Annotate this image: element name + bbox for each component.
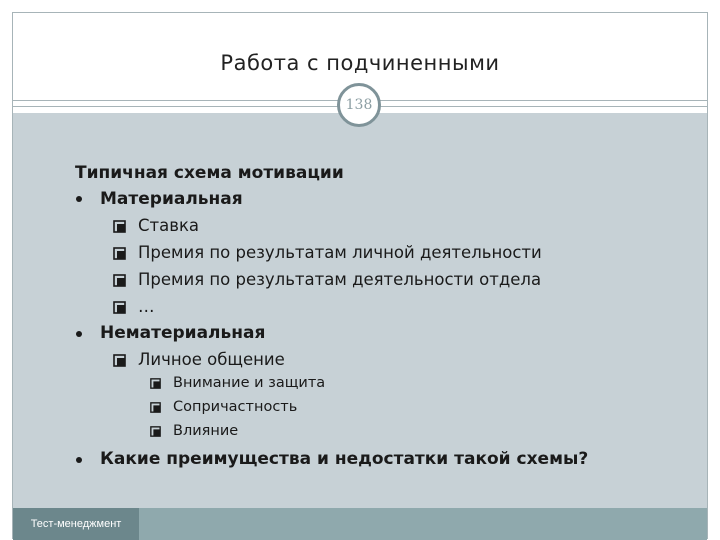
material-item-2: Премия по результатам личной деятельности — [138, 243, 542, 262]
checkbox-bullet-icon — [113, 354, 126, 367]
checkbox-bullet-icon — [150, 378, 161, 389]
checkbox-bullet-icon — [113, 247, 126, 260]
footer-label: Тест-менеджмент — [13, 508, 139, 540]
bullet-icon — [76, 457, 82, 463]
material-label: Материальная — [100, 189, 243, 209]
checkbox-bullet-icon — [150, 402, 161, 413]
question-text: Какие преимущества и недостатки такой схемы? — [100, 449, 589, 469]
content-heading: Типичная схема мотивации — [75, 163, 344, 183]
checkbox-bullet-icon — [113, 220, 126, 233]
nonmaterial-sub-item-3: Влияние — [173, 423, 239, 439]
bullet-icon — [76, 196, 82, 202]
slide-title: Работа с подчиненными — [220, 51, 500, 75]
slide — [12, 12, 708, 539]
page-number-badge — [337, 83, 381, 127]
checkbox-bullet-icon — [113, 301, 126, 314]
material-item-4: … — [138, 297, 155, 316]
checkbox-bullet-icon — [113, 274, 126, 287]
nonmaterial-sub-item-1: Внимание и защита — [173, 375, 326, 391]
nonmaterial-sub-item-2: Сопричастность — [173, 399, 298, 415]
slide-footer — [13, 508, 707, 540]
material-item-3: Премия по результатам деятельности отдела — [138, 270, 542, 289]
page-number: 138 — [345, 97, 373, 113]
checkbox-bullet-icon — [150, 426, 161, 437]
slide-body — [13, 113, 707, 508]
bullet-icon — [76, 331, 82, 337]
nonmaterial-label: Нематериальная — [100, 323, 266, 343]
nonmaterial-sub-label: Личное общение — [138, 350, 285, 369]
material-item-1: Ставка — [138, 216, 200, 235]
